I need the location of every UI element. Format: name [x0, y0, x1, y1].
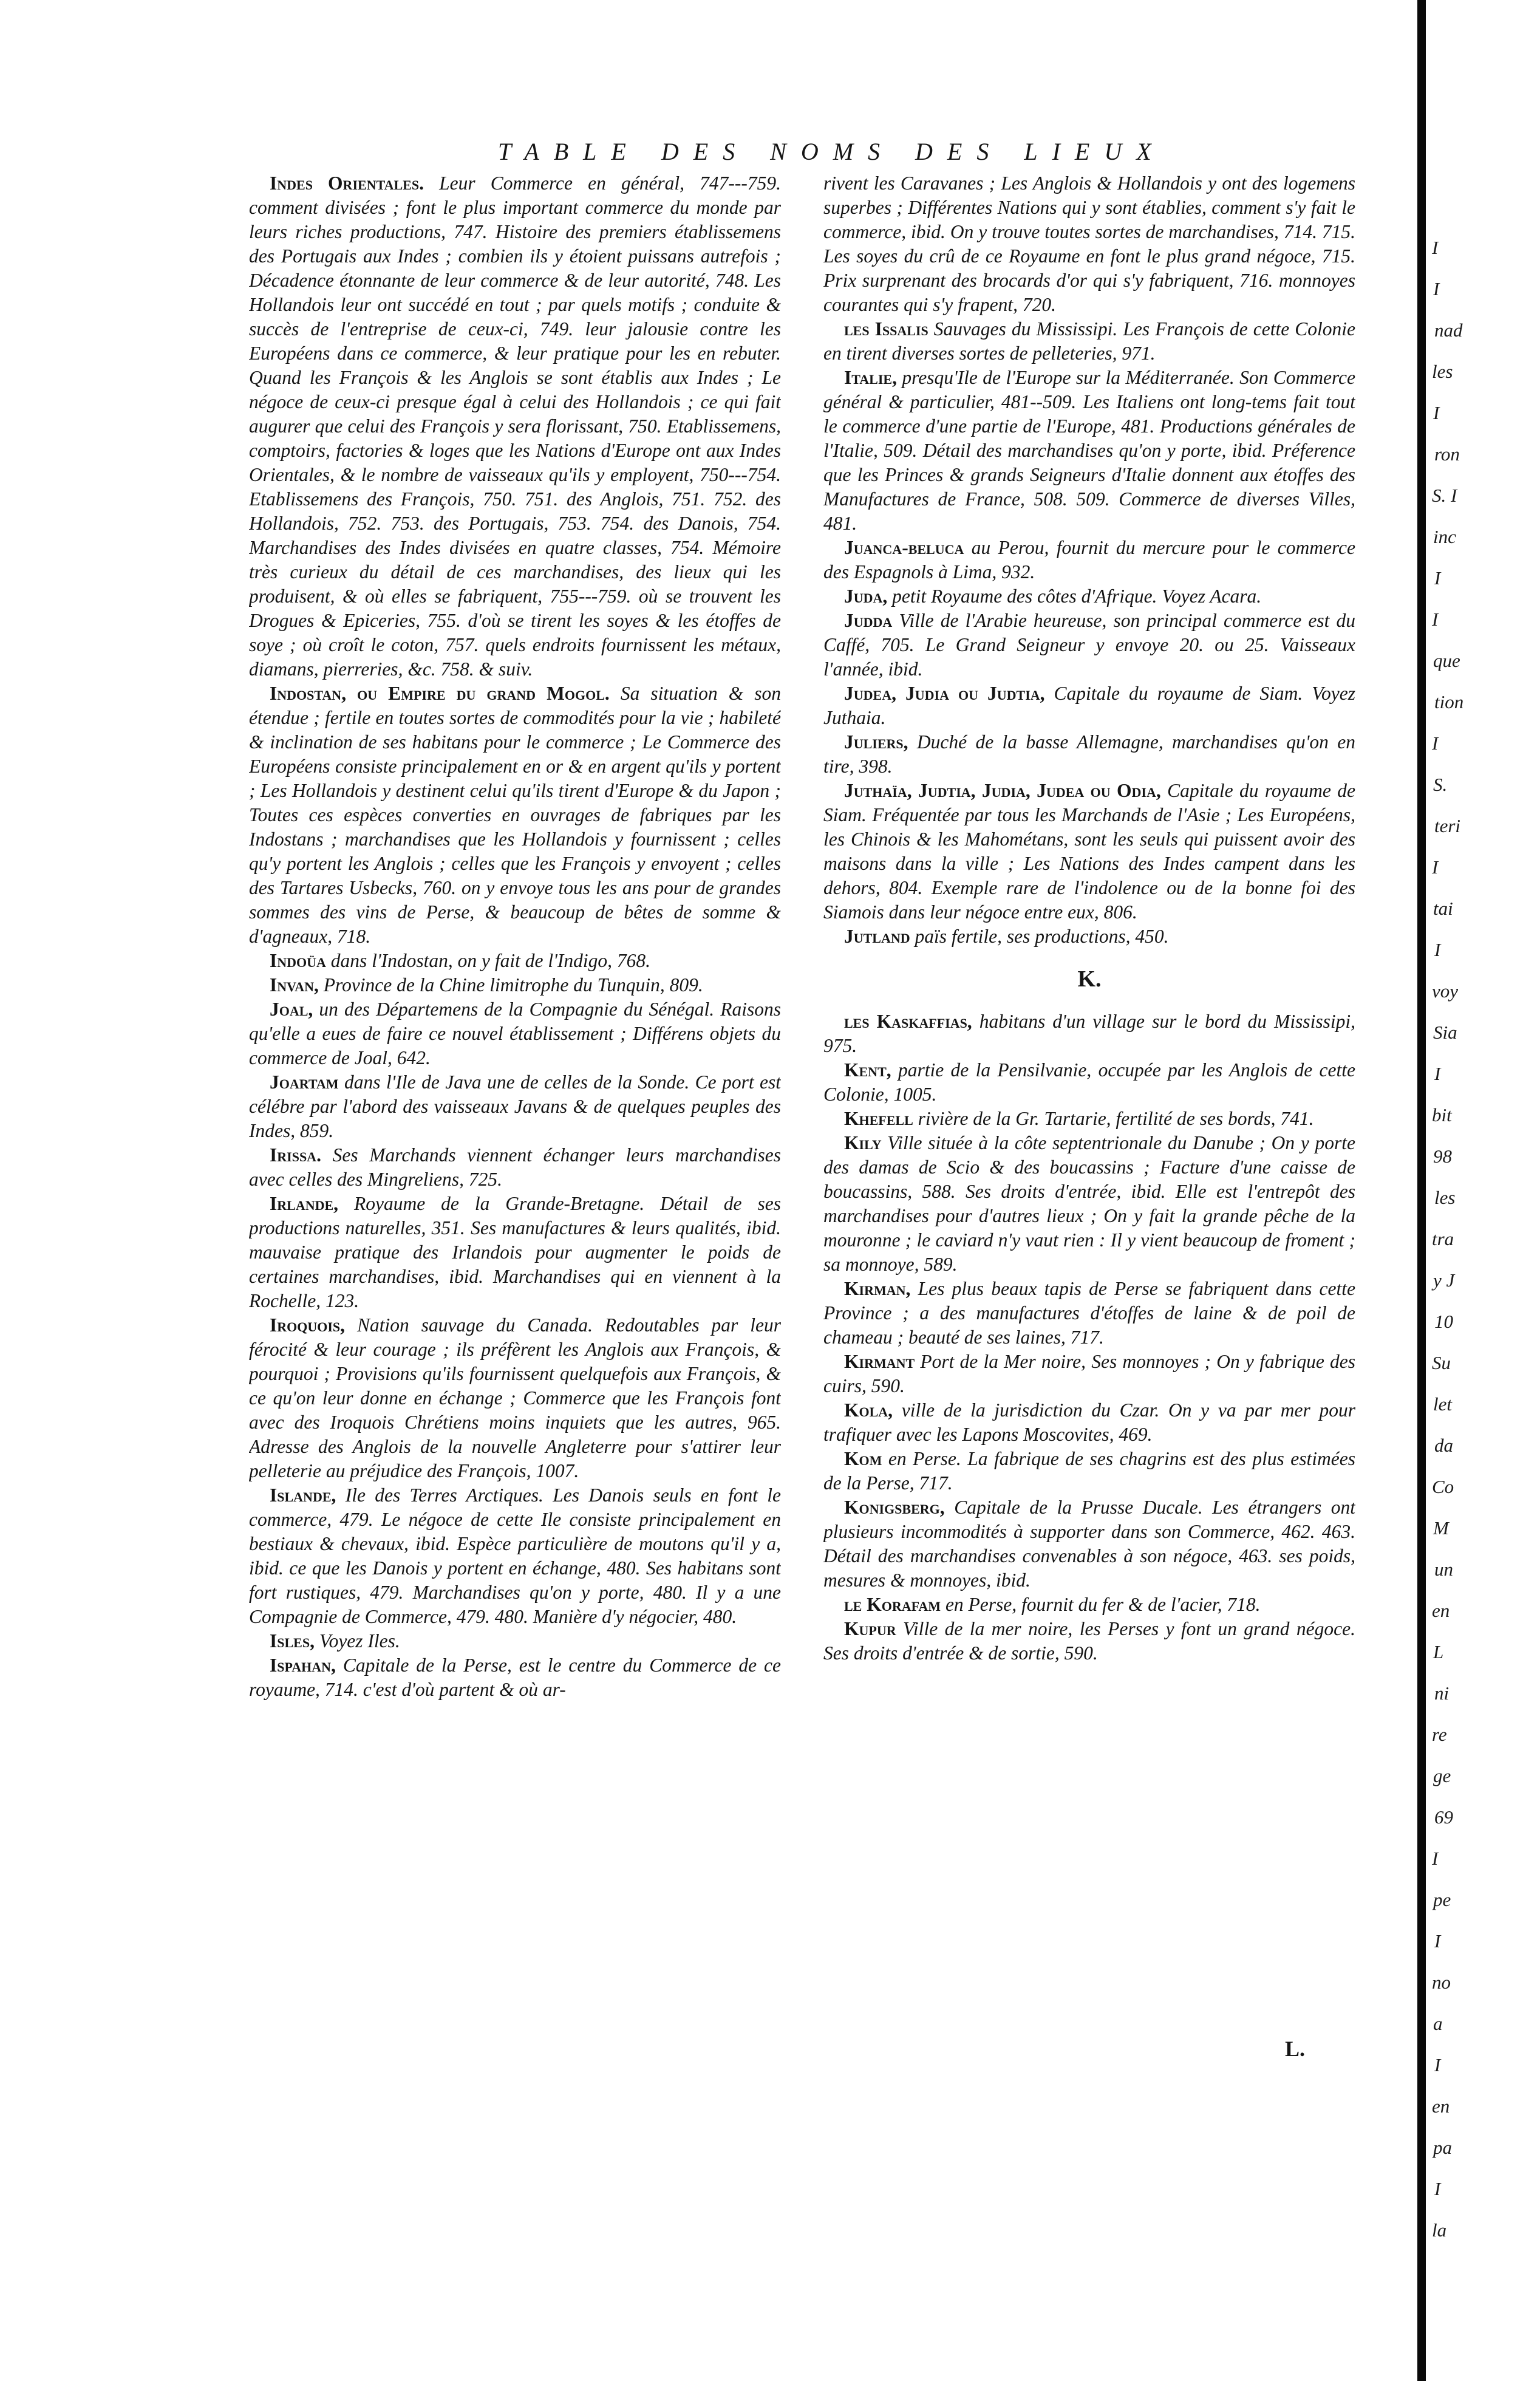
entry-headword: Invan, — [270, 974, 319, 996]
entry-headword: le Korafam — [844, 1594, 941, 1615]
page-gutter — [1417, 0, 1426, 2381]
next-page-fragment: tion — [1434, 691, 1464, 712]
entry-text: Capitale du royaume de Siam. Fréquentée par tous les Marchands de l'Asie ; Les Européens, les Chinois & les Mahométans, sont les seuls qui puissent avoir des maisons dans la ville ; Les Nations des Indes campent dans les dehors, 804. Exemple rare de l'indolence ou de la bonne foi des Siamois dans leur négoce entre eux, 806. — [823, 780, 1355, 923]
next-page-fragment: 10 — [1434, 1311, 1453, 1332]
index-entry — [823, 171, 1355, 317]
entry-headword: Judda — [844, 610, 893, 631]
index-entry — [249, 171, 781, 682]
next-page-fragment: teri — [1434, 815, 1461, 836]
index-entry — [823, 1447, 1355, 1495]
entry-headword: Irlande, — [270, 1193, 339, 1214]
entry-headword: Kom — [844, 1448, 882, 1469]
next-page-fragment: S. I — [1432, 485, 1457, 506]
entry-text: presqu'Ile de l'Europe sur la Méditerranée. Son Commerce général & particulier, 481--509. Les Italiens ont long-tems fait tout le commerce d'une partie de l'Europe, 481. Productions générales de l'Italie, 509. Détail des marchandises qu'on y porte, ibid. Préference que les Princes & grands Seigneurs d'Italie donnent aux étoffes des Manufactures de France, 508. 509. Commerce de diverses Villes, 481. — [823, 367, 1355, 534]
index-entry — [249, 1192, 781, 1313]
index-entry — [823, 924, 1355, 949]
next-page-fragment: I — [1433, 278, 1440, 299]
entry-text: Ville de l'Arabie heureuse, son principal commerce est du Caffé, 705. Le Grand Seigneur y envoye 20. ou 25. Vaisseaux l'année, ibid. — [823, 610, 1355, 680]
entry-headword: Isles, — [270, 1630, 315, 1652]
next-page-fragment: ni — [1434, 1682, 1450, 1704]
next-page-fragment: les — [1434, 1187, 1456, 1208]
index-entry — [249, 997, 781, 1070]
entry-text: au Perou, fournit du mercure pour le commerce des Espagnols à Lima, 932. — [823, 537, 1355, 582]
index-entry — [249, 949, 781, 973]
entry-headword: Indes Orientales. — [270, 173, 424, 194]
entry-headword: Islande, — [270, 1484, 336, 1506]
next-page-fragment: Su — [1432, 1352, 1451, 1373]
next-page-fragment: que — [1433, 650, 1460, 671]
entry-headword: les Issalis — [844, 318, 928, 340]
index-entry — [249, 1629, 781, 1653]
entry-headword: Kirmant — [844, 1351, 915, 1372]
entry-headword: Kirman, — [844, 1278, 911, 1299]
entry-text: Sauvages du Mississipi. Les François de cette Colonie en tirent diverses sortes de pelleteries, 971. — [823, 318, 1355, 364]
next-page-fragment: voy — [1432, 980, 1459, 1002]
next-page-fragment: nad — [1434, 319, 1463, 341]
index-entry — [823, 1058, 1355, 1107]
next-page-fragment: en — [1432, 1600, 1450, 1621]
entry-headword: Kupur — [844, 1618, 896, 1639]
entry-text: petit Royaume des côtes d'Afrique. Voyez Acara. — [892, 586, 1262, 607]
entry-text: Ville située à la côte septentrionale du Danube ; On y porte des damas de Scio & des boucassins ; Facture d'une caisse de boucassins, 588. Ses droits d'entrée, ibid. Elle est l'entrepôt des marchandises pour d'autres lieux ; On y fait la grande pêche de la mouronne ; le caviard n'y vaut rien : Il y vient beaucoup de froment ; sa monnoye, 589. — [823, 1132, 1355, 1275]
entry-headword: Irissa. — [270, 1144, 321, 1166]
next-page-fragment: I — [1434, 1930, 1441, 1952]
entry-headword: Iroquois, — [270, 1314, 346, 1336]
next-page-fragment: y J — [1433, 1269, 1455, 1291]
entry-text: en Perse. La fabrique de ses chagrins est des plus estimées de la Perse, 717. — [823, 1448, 1355, 1494]
entry-text: Leur Commerce en général, 747---759. comment divisées ; font le plus important commerce du monde par leurs riches productions, 747. Histoire des premiers établissemens des Portugais aux Indes ; combien ils y étoient puissans autrefois ; Décadence étonnante de leur commerce & de leur autorité, 748. Les Hollandois leur ont succédé en tout ; par quels motifs ; conduite & succès de l'entreprise de ceux-ci, 749. leur jalousie contre les Européens dans ce commerce, & leur pratique pour les en rebuter. Quand les François & les Anglois se sont établis aux Indes ; Le négoce de ceux-ci presque égal à celui des Hollandois ; ce qui fait augurer que celui des François y sera florissant, 750. Etablissemens, comptoirs, factories & loges que les Nations d'Europe ont aux Indes Orientales, & le nombre de vaisseaux qu'ils y employent, 750---754. Etablissemens des François, 750. 751. des Anglois, 751. 752. des Hollandois, 752. 753. des Portugais, 753. 754. des Danois, 754. Marchandises des Indes divisées en quatre classes, 754. Mémoire très curieux du détail de ces marchandises, des lieux qui les produisent, & où elles se fabriquent, 755---759. où se trouvent les Drogues & Epiceries, 755. d'où se tirent les soyes & les étoffes de soye ; où croît le coton, 757. quels endroits fournissent les métaux, diamans, pierreries, &c. 758. & suiv. — [249, 173, 781, 680]
entry-text: en Perse, fournit du fer & de l'acier, 718. — [945, 1594, 1261, 1615]
entry-headword: Italie, — [844, 367, 897, 388]
index-entry — [249, 1143, 781, 1192]
index-entry — [249, 682, 781, 949]
next-page-fragment: I — [1434, 1063, 1441, 1084]
entry-text: partie de la Pensilvanie, occupée par les Anglois de cette Colonie, 1005. — [823, 1059, 1355, 1105]
next-page-fragment: M — [1433, 1517, 1449, 1539]
entry-text: Royaume de la Grande-Bretagne. Détail de ses productions naturelles, 351. Ses manufactures & leurs qualités, ibid. mauvaise pratique des Irlandois pour augmenter le poids de certaines marchandises, ibid. Marchandises qui en viennent à la Rochelle, 123. — [249, 1193, 781, 1311]
index-entry — [823, 682, 1355, 730]
index-entry — [823, 1131, 1355, 1277]
entry-headword: Juda, — [844, 586, 888, 607]
next-page-fragment: Sia — [1433, 1022, 1457, 1043]
next-page-fragment: S. — [1433, 774, 1448, 795]
index-entry — [249, 1653, 781, 1702]
entry-headword: Indostan, ou Empire du grand Mogol. — [270, 683, 610, 704]
index-entry — [823, 317, 1355, 366]
entry-text: Capitale du royaume de Siam. Voyez Juthaia. — [823, 683, 1355, 728]
entry-headword: Judea, Judia ou Judtia, — [844, 683, 1045, 704]
index-entry — [823, 1495, 1355, 1593]
next-page-fragment: ron — [1434, 443, 1460, 465]
index-entry — [823, 1009, 1355, 1058]
left-column — [249, 171, 781, 2079]
next-page-fragment: 98 — [1433, 1146, 1452, 1167]
next-page-fragment: L — [1433, 1641, 1444, 1662]
entry-text: Capitale de la Perse, est le centre du Commerce de ce royaume, 714. c'est d'où partent & où ar- — [249, 1655, 781, 1700]
next-page-fragment: I — [1432, 237, 1439, 258]
entry-text: dans l'Ile de Java une de celles de la Sonde. Ce port est célébre par l'abord des vaisseaux Javans & de quelques peuples des Indes, 859. — [249, 1071, 781, 1141]
next-page-fragment: I — [1434, 567, 1441, 589]
next-page-fragment: I — [1432, 856, 1439, 878]
entry-headword: Juanca-beluca — [844, 537, 964, 558]
entry-text: Sa situation & son étendue ; fertile en toutes sortes de commodités pour la vie ; habileté & inclination de ses habitans pour le commerce ; Le Commerce des Européens consiste principalement en or & en argent qu'ils y portent ; Les Hollandois y destinent celui qu'ils tirent d'Europe & du Japon ; Toutes ces espèces converties en ouvrages de fabriques par les Indostans ; marchandises que les Hollandois y fournissent ; celles qu'y portent les Anglois ; celles que les François y envoyent ; celles des Tartares Usbecks, 760. on y envoye tous les ans pour de grandes sommes des vins de Perse, & beaucoup de bêtes de somme & d'agneaux, 718. — [249, 683, 781, 947]
entry-headword: Juliers, — [844, 731, 908, 753]
index-entry — [823, 366, 1355, 536]
entry-headword: Ispahan, — [270, 1655, 336, 1676]
right-column — [823, 171, 1355, 2079]
next-page-fragment: I — [1434, 2178, 1441, 2199]
index-entry — [823, 779, 1355, 924]
entry-text: Ville de la mer noire, les Perses y font un grand négoce. Ses droits d'entrée & de sortie, 590. — [823, 1618, 1355, 1664]
index-entry — [249, 973, 781, 997]
entry-text: rivière de la Gr. Tartarie, fertilité de ses bords, 741. — [918, 1108, 1314, 1129]
running-head: TABLE DES NOMS DES LIEUX — [498, 138, 1166, 165]
entry-text: païs fertile, ses productions, 450. — [915, 926, 1169, 947]
entry-text: Nation sauvage du Canada. Redoutables par leur férocité & leur courage ; ils préfèrent les Anglois aux François, & pourquoi ; Provisions qu'ils fournissent quelquefois aux François, & ce qu'on leur donne en échange ; Commerce que les François font avec des Iroquois Chrétiens moins inquiets que les autres, 965. Adresse des Anglois de la nouvelle Angleterre pour s'attirer leur pelleterie au préjudice des François, 1007. — [249, 1314, 781, 1481]
next-page-fragment: da — [1434, 1435, 1453, 1456]
next-page-fragment: Co — [1432, 1476, 1454, 1497]
index-entry — [823, 1617, 1355, 1665]
entry-headword: Konigsberg, — [844, 1497, 945, 1518]
catchword: L. — [1285, 2037, 1306, 2061]
index-entry — [823, 536, 1355, 584]
entry-headword: Kent, — [844, 1059, 891, 1081]
next-page-fragment: re — [1432, 1724, 1447, 1745]
entry-text: Capitale de la Prusse Ducale. Les étrangers ont plusieurs incommodités à supporter dans son Commerce, 462. 463. Détail des marchandises convenables à son négoce, 463. ses poids, mesures & monnoyes, ibid. — [823, 1497, 1355, 1591]
next-page-fragment: les — [1432, 361, 1453, 382]
next-page-fragment: I — [1434, 2054, 1441, 2075]
entry-headword: Indoüa — [270, 950, 326, 971]
next-page-fragment: la — [1432, 2219, 1447, 2241]
next-page-fragment: no — [1432, 1972, 1451, 1993]
entry-text: habitans d'un village sur le bord du Mississipi, 975. — [823, 1011, 1355, 1056]
next-page-fragment: I — [1432, 609, 1439, 630]
next-page-fragment: ge — [1433, 1765, 1451, 1786]
next-page-fragment: bit — [1432, 1104, 1452, 1126]
next-page-fragment: 69 — [1434, 1806, 1453, 1828]
entry-text: Les plus beaux tapis de Perse se fabriquent dans cette Province ; a des manufactures d'étoffes de laine & de poil de chameau ; beauté de ses laines, 717. — [823, 1278, 1355, 1348]
next-page-fragment: I — [1433, 402, 1440, 423]
entry-text: rivent les Caravanes ; Les Anglois & Hollandois y ont des logemens superbes ; Différentes Nations qui y sont établies, comment s'y fait le commerce, ibid. On y trouve toutes sortes de marchandises, 714. 715. Les soyes du crû de ce Royaume en font le plus grand négoce, 715. Prix surprenant des brocards d'or qui s'y fabriquent, 716. monnoyes courantes qui s'y frapent, 720. — [823, 173, 1355, 315]
entry-headword: Joal, — [270, 999, 313, 1020]
next-page-fragment: let — [1433, 1393, 1452, 1415]
entry-text: Duché de la basse Allemagne, marchandises qu'on en tire, 398. — [823, 731, 1355, 777]
next-page-fragment: inc — [1433, 526, 1456, 547]
next-page-fragment: un — [1434, 1559, 1453, 1580]
index-entry — [823, 1398, 1355, 1447]
next-page-fragment: pa — [1433, 2137, 1452, 2158]
entry-text: Port de la Mer noire, Ses monnoyes ; On y fabrique des cuirs, 590. — [823, 1351, 1355, 1396]
entry-text: dans l'Indostan, on y fait de l'Indigo, 768. — [330, 950, 650, 971]
next-page-fragment: I — [1434, 939, 1441, 960]
entry-text: Ses Marchands viennent échanger leurs marchandises avec celles des Mingreliens, 725. — [249, 1144, 781, 1190]
next-page-fragment: en — [1432, 2096, 1450, 2117]
next-page-fragment: tra — [1432, 1228, 1454, 1249]
index-entry — [249, 1070, 781, 1143]
index-entry — [823, 1350, 1355, 1398]
index-entry — [823, 1593, 1355, 1617]
index-entry — [823, 1107, 1355, 1131]
entry-text: un des Départemens de la Compagnie du Sénégal. Raisons qu'elle a eues de faire ce nouvel établissement ; Différens objets du commerce de Joal, 642. — [249, 999, 781, 1068]
next-page-fragment: a — [1433, 2013, 1443, 2034]
next-page-fragment: tai — [1433, 898, 1453, 919]
entry-headword: Kola, — [844, 1399, 893, 1421]
index-entry — [823, 730, 1355, 779]
next-page-fragment: pe — [1433, 1889, 1451, 1910]
entry-text: ville de la jurisdiction du Czar. On y va par mer pour trafiquer avec les Lapons Moscovites, 469. — [823, 1399, 1355, 1445]
entry-text: Province de la Chine limitrophe du Tunquin, 809. — [323, 974, 703, 996]
entry-text: Ile des Terres Arctiques. Les Danois seuls en font le commerce, 479. Le négoce de cette Ile consiste principalement en bestiaux & chevaux, ibid. Espèce particulière de moutons qu'il y a, ibid. ce que les Danois y portent en échange, 480. Ses habitans sont fort rustiques, 479. Marchandises qu'on y porte, 480. Il y a une Compagnie de Commerce, 479. 480. Manière d'y négocier, 480. — [249, 1484, 781, 1627]
entry-headword: Jutland — [844, 926, 910, 947]
entry-headword: Khefell — [844, 1108, 913, 1129]
entry-headword: Joartam — [270, 1071, 339, 1093]
index-entry — [249, 1313, 781, 1483]
next-page-edge — [1426, 0, 1540, 2381]
entry-headword: Kily — [844, 1132, 882, 1153]
index-entry — [823, 584, 1355, 609]
entry-headword: Juthaïa, Judtia, Judia, Judea ou Odia, — [844, 780, 1161, 801]
index-entry — [823, 609, 1355, 682]
entry-headword: les Kaskaffias, — [844, 1011, 972, 1032]
section-letter: K. — [1077, 966, 1102, 992]
next-page-fragment: I — [1432, 733, 1439, 754]
index-entry — [249, 1483, 781, 1629]
index-entry — [823, 1277, 1355, 1350]
entry-text: Voyez Iles. — [319, 1630, 400, 1652]
next-page-fragment: I — [1432, 1848, 1439, 1869]
